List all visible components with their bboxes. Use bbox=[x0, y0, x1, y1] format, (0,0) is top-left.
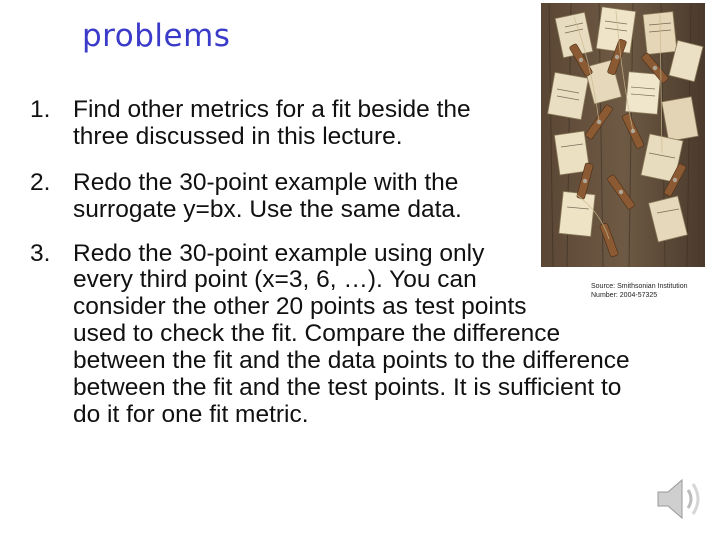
item-text-line: do it for one fit metric. bbox=[73, 401, 309, 428]
item-text-line: every third point (x=3, 6, …). You can bbox=[73, 266, 477, 293]
item-text-line: between the fit and the data points to the difference bbox=[73, 347, 630, 374]
item-text-line: consider the other 20 points as test points bbox=[73, 293, 527, 320]
item-number: 3. bbox=[30, 240, 51, 267]
item-text-line: between the fit and the test points. It is sufficient to bbox=[73, 374, 622, 401]
photo-source-caption: Source: Smithsonian Institution bbox=[591, 283, 688, 290]
page-title: problems bbox=[82, 18, 231, 54]
item-text-line: three discussed in this lecture. bbox=[73, 123, 403, 150]
photo-number-caption: Number: 2004-57325 bbox=[591, 292, 658, 299]
item-text-line: Find other metrics for a fit beside the bbox=[73, 96, 471, 123]
item-text-line: surrogate y=bx. Use the same data. bbox=[73, 196, 462, 223]
item-text-line: used to check the fit. Compare the difference bbox=[73, 320, 561, 347]
clothespins-with-tags-photo bbox=[541, 3, 705, 267]
item-number: 2. bbox=[30, 169, 51, 196]
item-text-line: Redo the 30-point example using only bbox=[73, 240, 485, 267]
speaker-icon[interactable] bbox=[650, 470, 708, 528]
item-text-line: Redo the 30-point example with the bbox=[73, 169, 459, 196]
item-number: 1. bbox=[30, 96, 51, 123]
